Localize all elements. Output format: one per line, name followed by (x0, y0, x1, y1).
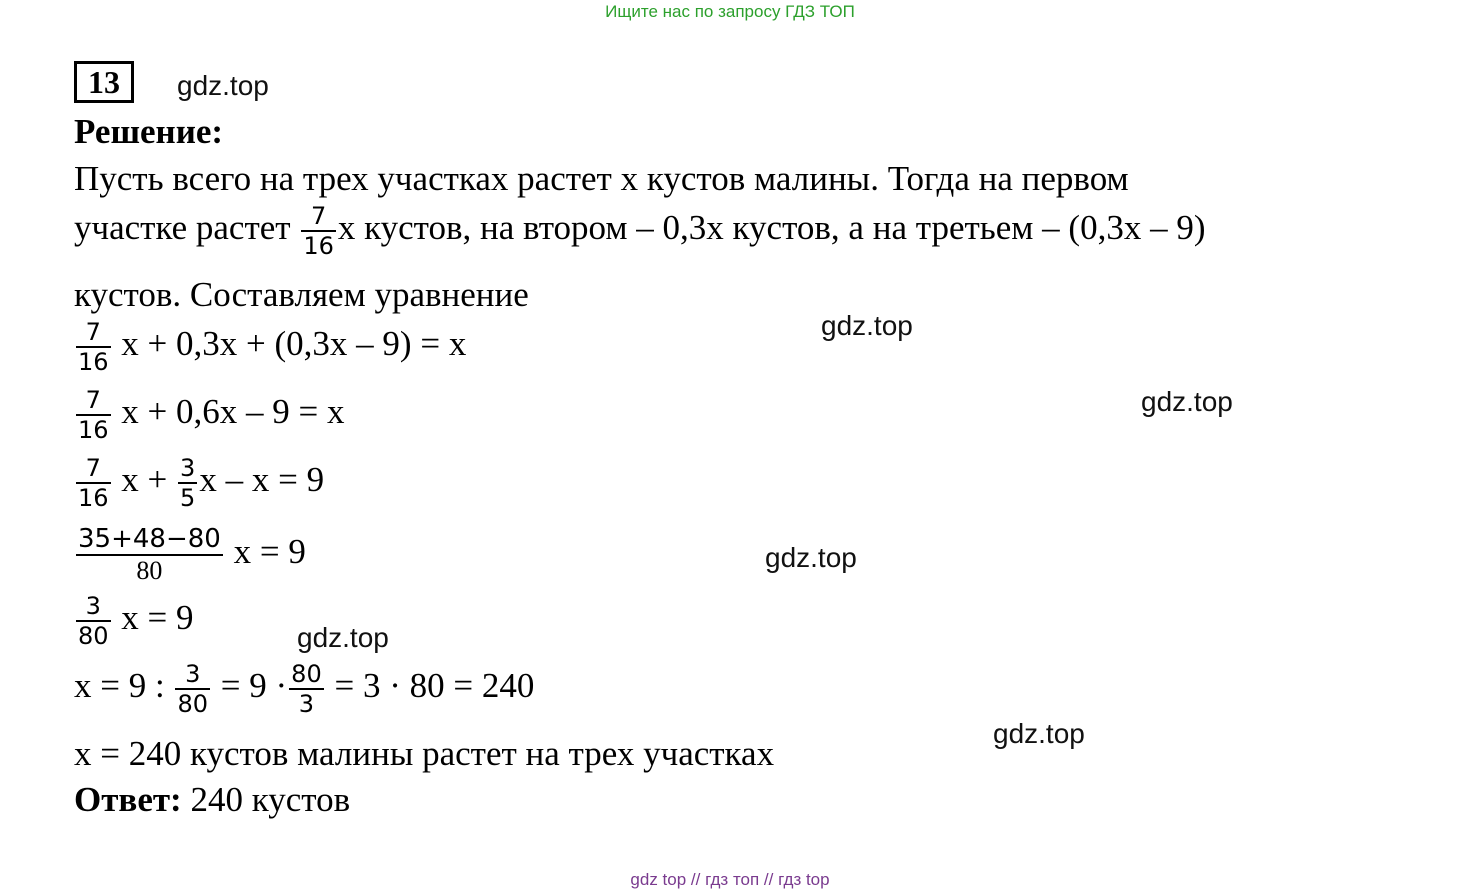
bottom-banner[interactable]: gdz top // гдз топ // гдз top (630, 870, 830, 889)
watermark: gdz.top (993, 718, 1085, 749)
fraction-numerator: 3 (175, 662, 210, 690)
paragraph-line-2 (74, 204, 1206, 258)
fraction-denominator: 16 (78, 348, 109, 376)
equation-5 (74, 594, 194, 648)
fraction-denominator: 16 (78, 416, 109, 444)
equation-1 (74, 320, 466, 374)
answer-label: Ответ: (74, 780, 182, 819)
conclusion: x = 240 кустов малины растет на трех участках (74, 734, 775, 773)
top-banner[interactable]: Ищите нас по запросу ГДЗ ТОП (605, 2, 855, 21)
watermark: gdz.top (1141, 386, 1233, 417)
watermark: gdz.top (765, 542, 857, 573)
equation-6-end: = 3 · 80 = 240 (325, 666, 535, 706)
fraction-3-80 (76, 594, 111, 648)
equation-2 (74, 388, 345, 442)
paragraph-line-2-end: x кустов, на втором – 0,3x кустов, а на третьем – (0,3x – 9) (337, 208, 1206, 248)
equation-6 (74, 662, 534, 716)
solution-heading: Решение: (74, 112, 224, 151)
fraction-7-16 (76, 388, 111, 442)
fraction-7-16 (301, 204, 336, 258)
fraction-numerator: 3 (180, 454, 196, 482)
equation-3-mid: x + (112, 460, 177, 500)
fraction-3-5 (178, 456, 197, 510)
watermark: gdz.top (177, 70, 269, 101)
answer-value: 240 кустов (181, 780, 351, 819)
fraction-7-16 (76, 456, 111, 510)
fraction-numerator: 7 (76, 388, 111, 416)
fraction-denominator: 3 (298, 690, 315, 718)
watermark: gdz.top (297, 622, 389, 653)
fraction-denominator: 16 (78, 484, 109, 512)
fraction-numerator: 7 (76, 456, 111, 484)
equation-6-mid: = 9 · (212, 666, 288, 706)
paragraph-line-3: кустов. Составляем уравнение (74, 275, 529, 314)
equation-3-rest: x – x = 9 (199, 460, 325, 500)
fraction-numerator: 7 (301, 204, 336, 232)
fraction-numerator: 35+48−80 (78, 524, 221, 554)
answer (74, 780, 350, 820)
fraction-denominator: 80 (136, 556, 163, 585)
equation-4 (74, 526, 306, 584)
fraction-denominator: 80 (78, 622, 109, 650)
problem-number: 13 (74, 61, 134, 103)
fraction-numerator: 7 (76, 320, 111, 348)
fraction-3-80 (175, 662, 210, 716)
paragraph-line-2-start: участке растет (74, 208, 291, 248)
fraction-numerator: 80 (291, 660, 322, 688)
paragraph-line-1: Пусть всего на трех участках растет x кустов малины. Тогда на первом (74, 159, 1129, 198)
fraction-denominator: 16 (303, 232, 334, 260)
fraction-sum (76, 526, 223, 584)
fraction-denominator: 80 (177, 690, 209, 718)
fraction-7-16 (76, 320, 111, 374)
equation-1-rest: x + 0,3x + (0,3x – 9) = x (112, 324, 467, 364)
fraction-denominator: 5 (180, 484, 196, 512)
fraction-numerator: 3 (76, 594, 111, 622)
fraction-80-3 (289, 662, 324, 716)
watermark: gdz.top (821, 310, 913, 341)
equation-2-rest: x + 0,6x – 9 = x (112, 392, 345, 432)
equation-5-rest: x = 9 (112, 598, 194, 638)
equation-3 (74, 456, 324, 510)
equation-4-rest: x = 9 (224, 532, 306, 572)
equation-6-start: x = 9 : (74, 666, 174, 706)
